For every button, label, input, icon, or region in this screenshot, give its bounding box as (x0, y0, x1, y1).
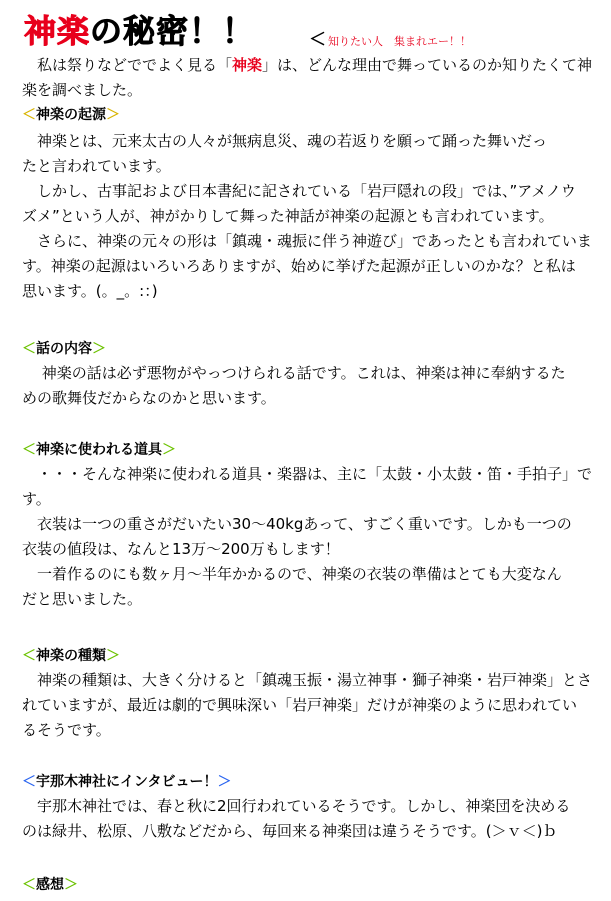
intro-line (22, 53, 597, 78)
intro-line: 楽を調べました。 (22, 81, 143, 99)
section-heading-content (22, 338, 106, 358)
section-body-types (22, 668, 597, 743)
page-title-main: の秘密！！ (90, 12, 256, 50)
body-line: 衣装は一つの重さがだいたい30～40kgあって、すごく重いです。しかも一つの (22, 515, 572, 533)
body-line: す。神楽の起源はいろいろありますが、始めに挙げた起源が正しいのかな？と私は (22, 257, 576, 275)
body-line: 衣装の値段は、なんと13万～200万もします！ (22, 540, 340, 558)
heading-text: 神楽に使われる道具 (36, 442, 162, 458)
heading-close-bracket: ＞ (217, 774, 232, 790)
heading-open-bracket: ＜ (22, 877, 36, 893)
body-line: 一着作るのにも数ヶ月～半年かかるので、神楽の衣装の準備はとても大変なん (22, 565, 562, 583)
section-body-content (22, 361, 597, 411)
heading-text: 神楽の種類 (36, 648, 106, 664)
body-line: たと言われています。 (22, 157, 171, 175)
heading-text: 宇那木神社にインタビュー！ (36, 774, 218, 790)
intro-paragraph (22, 53, 597, 103)
page-title (24, 12, 255, 50)
subtitle-text: 知りたい人 集まれエー！！ (328, 35, 471, 48)
body-line: 宇那木神社では、春と秋に2回行われているそうです。しかし、神楽団を決める (22, 797, 571, 815)
page-title-accent: 神楽 (24, 12, 91, 50)
body-line: だと思いました。 (22, 590, 143, 608)
body-line: めの歌舞伎だからなのかと思います。 (22, 389, 276, 407)
heading-close-bracket: ＞ (106, 107, 120, 123)
heading-text: 感想 (36, 877, 64, 893)
body-line: 神楽の種類は、大きく分けると「鎮魂玉振・湯立神事・獅子神楽・岩戸神楽」とさ (22, 671, 593, 689)
section-body-tools (22, 462, 597, 612)
heading-close-bracket: ＞ (92, 341, 106, 357)
body-line: るそうです。 (22, 721, 111, 739)
section-heading-impressions (22, 874, 78, 894)
heading-text: 神楽の起源 (36, 107, 106, 123)
title-row (24, 6, 471, 50)
heading-close-bracket: ＞ (162, 442, 176, 458)
body-line: 神楽とは、元来太古の人々が無病息災、魂の若返りを願って踊った舞いだっ (22, 132, 548, 150)
heading-open-bracket: ＜ (22, 774, 36, 790)
body-line: ズメ”という人が、神がかりして舞った神話が神楽の起源とも言われています。 (22, 207, 554, 225)
body-line: しかし、古事記および日本書紀に記されている「岩戸隠れの段」では、”アメノウ (22, 182, 576, 200)
body-line: 思います。(。_。:：) (22, 282, 158, 300)
body-line: 神楽の話は必ず悪物がやっつけられる話です。これは、神楽は神に奉納するた (22, 364, 566, 382)
body-line: さらに、神楽の元々の形は「鎮魂・魂振に伴う神遊び」であったとも言われていま (22, 232, 592, 250)
section-body-origin (22, 129, 597, 304)
section-body-interview (22, 794, 597, 844)
heading-open-bracket: ＜ (22, 107, 36, 123)
heading-open-bracket: ＜ (22, 341, 36, 357)
section-heading-interview (22, 771, 231, 791)
body-line: す。 (22, 490, 51, 508)
heading-close-bracket: ＞ (106, 648, 120, 664)
intro-line1-post: 」は、どんな理由で舞っているのか知りたくて神 (262, 56, 593, 74)
heading-text: 話の内容 (36, 341, 92, 357)
section-heading-types (22, 645, 120, 665)
intro-line1-pre: 私は祭りなどででよく見る「 (37, 56, 233, 74)
heading-close-bracket: ＞ (64, 877, 78, 893)
body-line: ・・・そんな神楽に使われる道具・楽器は、主に「太鼓・小太鼓・笛・手拍子」で (22, 465, 593, 483)
page-subtitle (309, 25, 471, 50)
heading-open-bracket: ＜ (22, 442, 36, 458)
body-line: のは緑井、松原、八敷などだから、毎回来る神楽団は違うそうです。(＞ｖ＜)ｂ (22, 822, 558, 840)
body-line: れていますが、最近は劇的で興味深い「岩戸神楽」だけが神楽のように思われてい (22, 696, 578, 714)
intro-highlight: 神楽 (232, 56, 263, 74)
section-heading-tools (22, 439, 176, 459)
section-heading-origin (22, 104, 120, 124)
subtitle-bracket: ＜ (309, 30, 326, 50)
heading-open-bracket: ＜ (22, 648, 36, 664)
